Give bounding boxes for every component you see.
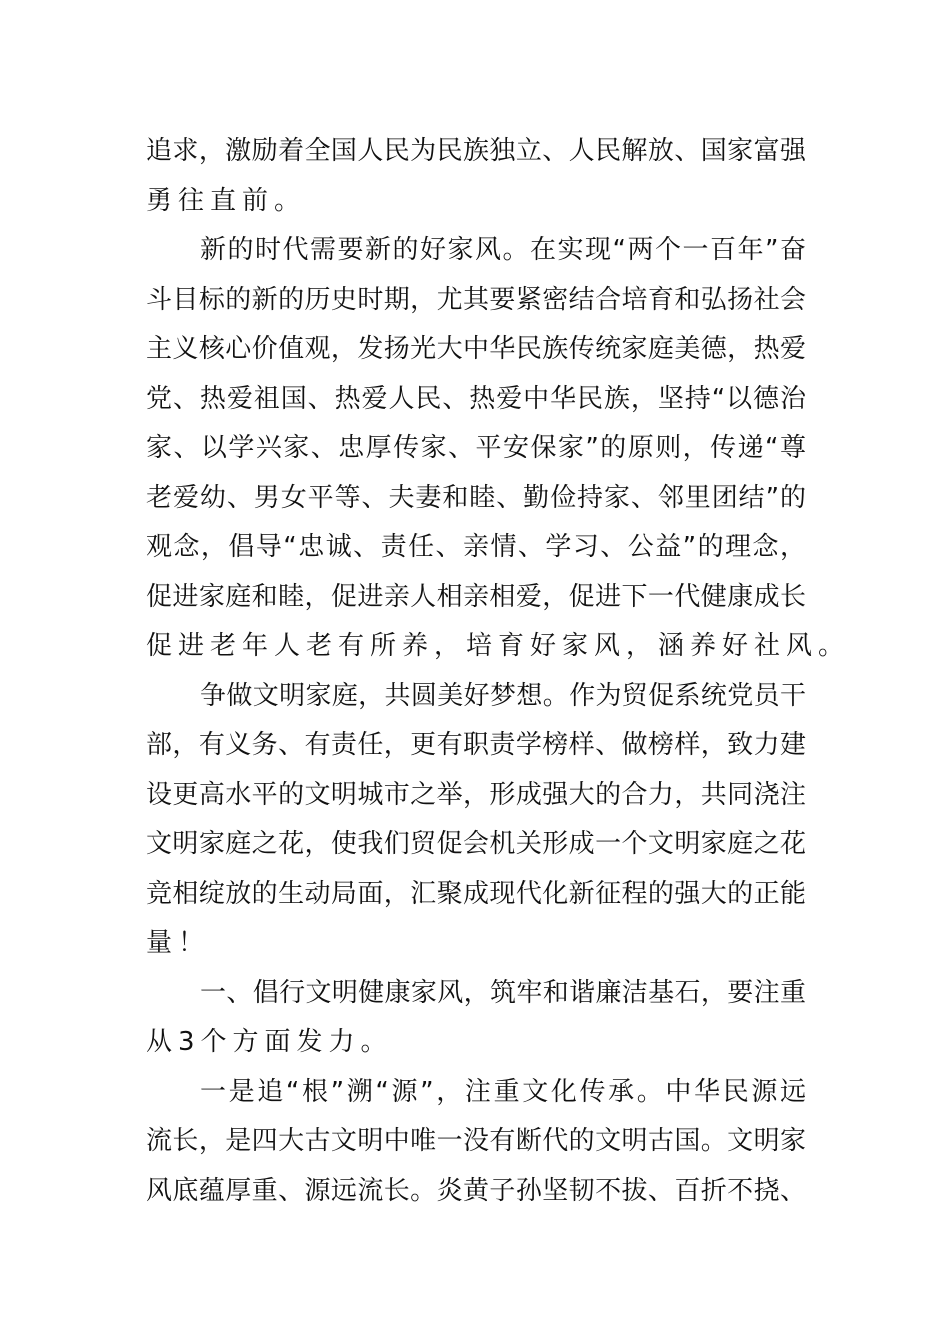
text-line: 勇往直前。	[146, 185, 307, 216]
text-line: 设更高水平的文明城市之举，形成强大的合力，共同浇注	[146, 779, 806, 810]
text-line: 斗目标的新的历史时期，尤其要紧密结合培育和弘扬社会	[146, 284, 806, 315]
text-line: 风底蕴厚重、源远流长。炎黄子孙坚韧不拔、百折不挠、	[146, 1175, 806, 1206]
text-line: 争做文明家庭，共圆美好梦想。作为贸促系统党员干	[200, 680, 806, 711]
text-line: 部，有义务、有责任，更有职责学榜样、做榜样，致力建	[146, 730, 806, 760]
text-line: 家、以学兴家、忠厚传家、平安保家”的原则，传递“尊	[146, 433, 806, 463]
text-line: 从3个方面发力。	[146, 1027, 393, 1057]
text-line: 新的时代需要新的好家风。在实现“两个一百年”奋	[200, 235, 806, 265]
text-line: 一、倡行文明健康家风，筑牢和谐廉洁基石，要注重	[200, 977, 806, 1008]
text-line: 促进家庭和睦，促进亲人相亲相爱，促进下一代健康成长	[146, 581, 806, 612]
text-line: 追求，激励着全国人民为民族独立、人民解放、国家富强	[146, 136, 806, 166]
text-line: 文明家庭之花，使我们贸促会机关形成一个文明家庭之花	[146, 829, 806, 859]
text-line: 流长，是四大古文明中唯一没有断代的文明古国。文明家	[146, 1126, 806, 1156]
text-line: 促进老年人老有所养，培育好家风，涵养好社风。	[146, 631, 851, 661]
text-line: 量！	[146, 928, 211, 958]
text-line: 老爱幼、男女平等、夫妻和睦、勤俭持家、邻里团结”的	[146, 482, 806, 513]
text-line: 主义核心价值观，发扬光大中华民族传统家庭美德，热爱	[146, 334, 806, 364]
text-line: 观念，倡导“忠诚、责任、亲情、学习、公益”的理念，	[146, 532, 806, 562]
document-body	[146, 127, 851, 1216]
text-line: 党、热爱祖国、热爱人民、热爱中华民族，坚持“以德治	[146, 383, 806, 414]
text-line: 竞相绽放的生动局面，汇聚成现代化新征程的强大的正能	[146, 878, 806, 909]
text-line: 一是追“根”溯“源”，注重文化传承。中华民源远	[200, 1076, 806, 1107]
